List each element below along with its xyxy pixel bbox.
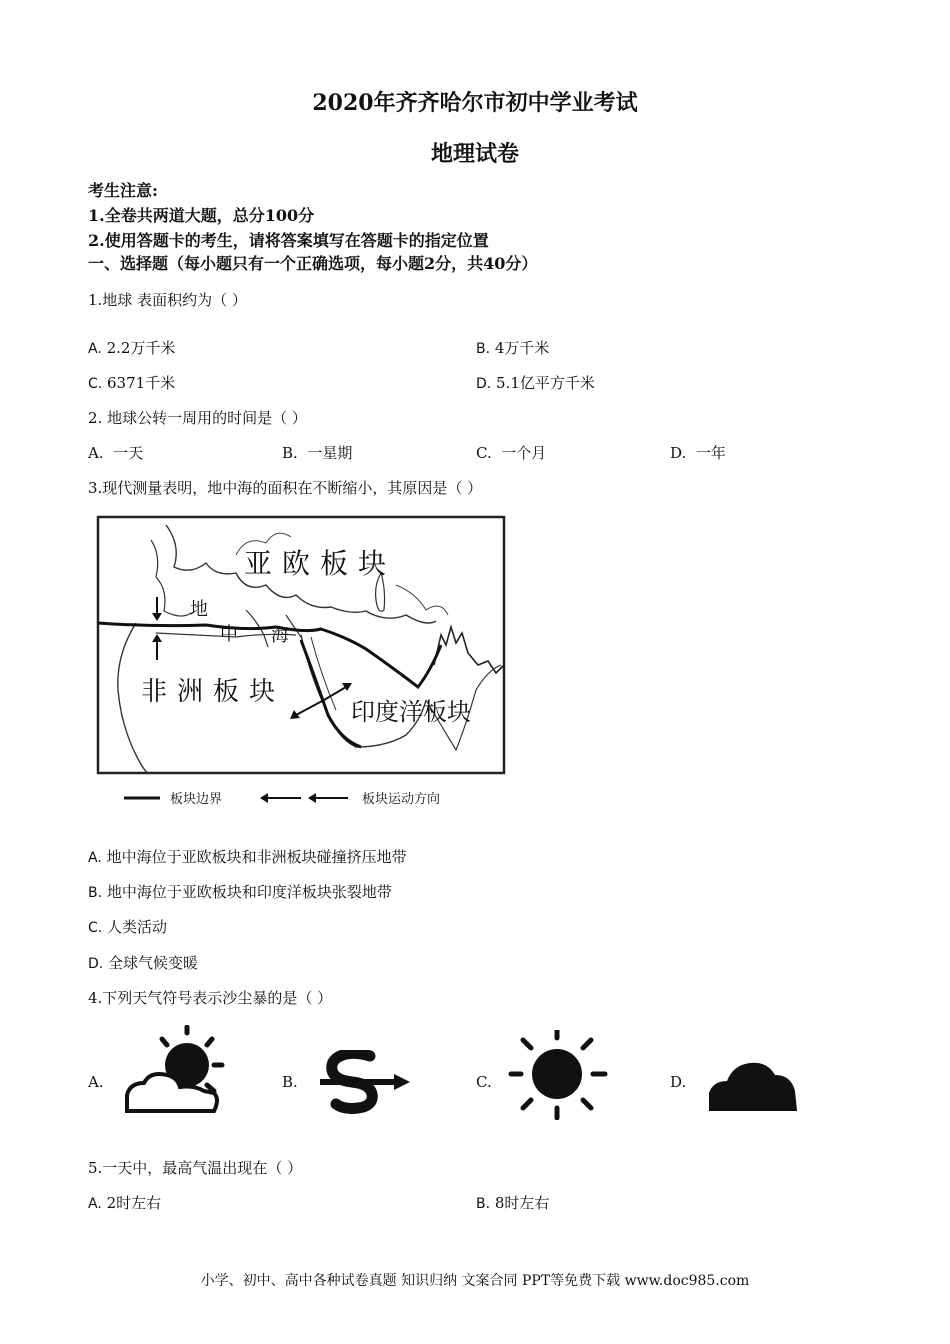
question-5-stem: 5.一天中，最高气温出现在（ ） bbox=[88, 1159, 303, 1177]
exam-title: 2020年齐齐哈尔市初中学业考试 bbox=[312, 90, 638, 116]
q2-option-a[interactable]: A. 一天 bbox=[88, 444, 144, 462]
q4-option-b-label[interactable]: B. bbox=[282, 1073, 298, 1091]
q3-option-a[interactable]: A. 地中海位于亚欧板块和非洲板块碰撞挤压地带 bbox=[88, 848, 407, 866]
sunny-icon bbox=[505, 1030, 610, 1120]
legend-boundary-label: 板块边界 bbox=[170, 792, 223, 807]
question-3-stem: 3.现代测量表明，地中海的面积在不断缩小，其原因是（ ） bbox=[88, 479, 483, 497]
legend-arrow-icon bbox=[260, 793, 268, 803]
q4-option-c-label[interactable]: C. bbox=[476, 1073, 492, 1091]
section-heading: 一、选择题（每小题只有一个正确选项，每小题2分，共40分） bbox=[88, 254, 538, 273]
q4-option-d-label[interactable]: D. bbox=[670, 1073, 687, 1091]
q1-option-c[interactable]: C. 6371千米 bbox=[88, 374, 176, 392]
indian-plate-label: 印度洋板块 bbox=[351, 698, 471, 726]
notice-line-2: 2.使用答题卡的考生，请将答案填写在答题卡的指定位置 bbox=[88, 231, 489, 250]
sea-label-char-2: 中 bbox=[220, 624, 238, 645]
exam-subtitle: 地理试卷 bbox=[430, 141, 519, 167]
partly-cloudy-icon bbox=[122, 1025, 227, 1117]
q2-option-d[interactable]: D. 一年 bbox=[670, 444, 726, 462]
q1-option-b[interactable]: B. 4万千米 bbox=[476, 339, 550, 357]
q3-option-b[interactable]: B. 地中海位于亚欧板块和印度洋板块张裂地带 bbox=[88, 883, 392, 901]
q3-option-c[interactable]: C. 人类活动 bbox=[88, 918, 168, 936]
question-4-stem: 4.下列天气符号表示沙尘暴的是（ ） bbox=[88, 989, 333, 1007]
sandstorm-icon bbox=[318, 1050, 413, 1115]
q1-option-a[interactable]: A. 2.2万千米 bbox=[88, 339, 176, 357]
legend-motion-label: 板块运动方向 bbox=[362, 792, 441, 807]
sea-label-char-3: 海 bbox=[271, 625, 289, 646]
eurasian-plate-label: 亚欧板块 bbox=[244, 547, 397, 580]
question-1-stem: 1.地球 表面积约为（ ） bbox=[88, 291, 247, 309]
q3-option-d[interactable]: D. 全球气候变暖 bbox=[88, 954, 199, 972]
sea-label-char-1: 地 bbox=[190, 599, 208, 620]
q4-option-a-label[interactable]: A. bbox=[88, 1073, 104, 1091]
plate-tectonics-map bbox=[96, 515, 508, 815]
page-footer: 小学、初中、高中各种试卷真题 知识归纳 文案合同 PPT等免费下载 www.doc985.com bbox=[200, 1273, 750, 1289]
overcast-icon bbox=[705, 1055, 800, 1113]
african-plate-label: 非洲板块 bbox=[141, 677, 286, 707]
question-2-stem: 2. 地球公转一周用的时间是（ ） bbox=[88, 409, 307, 427]
notice-heading: 考生注意: bbox=[88, 181, 158, 200]
legend-arrow-icon bbox=[308, 793, 316, 803]
q5-option-a[interactable]: A. 2时左右 bbox=[88, 1194, 162, 1212]
q5-option-b[interactable]: B. 8时左右 bbox=[476, 1194, 550, 1212]
q2-option-c[interactable]: C. 一个月 bbox=[476, 444, 547, 462]
notice-line-1: 1.全卷共两道大题，总分100分 bbox=[88, 206, 315, 225]
q1-option-d[interactable]: D. 5.1亿平方千米 bbox=[476, 374, 595, 392]
q2-option-b[interactable]: B. 一星期 bbox=[282, 444, 353, 462]
